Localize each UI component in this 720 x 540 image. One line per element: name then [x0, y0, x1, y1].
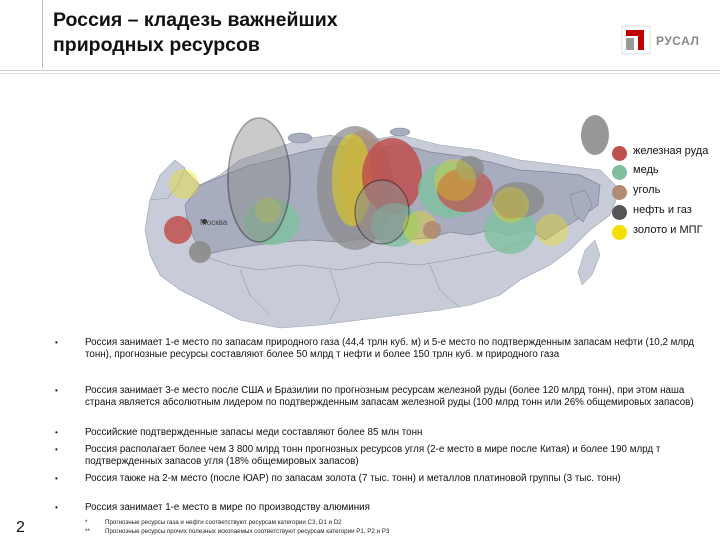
legend-dot-iron-ore: [612, 146, 627, 161]
bullet-mark: •: [55, 445, 58, 454]
moscow-label: Москва: [200, 218, 228, 227]
header-rule-secondary: [0, 73, 720, 74]
legend-label-iron-ore: железная руда: [633, 145, 709, 157]
legend-item-coal: [612, 183, 720, 203]
footnote-text: Прогнозные ресурсы прочих полезных ископаемых соответствуют ресурсам категории P1, P2 и P3: [105, 528, 390, 535]
page-number: 2: [16, 519, 25, 536]
deposit-norilsk-gold: [435, 160, 475, 200]
deposit-chukotka-oil-gas: [581, 115, 609, 155]
bullet-mark: •: [55, 503, 58, 512]
deposit-gold-kola: [170, 170, 198, 198]
legend-label-copper: медь: [633, 164, 659, 176]
legend-item-oil-gas: [612, 203, 720, 223]
title-line-1: Россия – кладезь важнейших: [53, 9, 338, 31]
deposit-east-siberia-gold: [494, 188, 528, 222]
header-rule: [0, 70, 720, 71]
bullet-mark: •: [55, 428, 58, 437]
bullet-text: Россия занимает 1-е место в мире по производству алюминия: [85, 502, 370, 513]
severnaya-zemlya: [390, 128, 410, 136]
legend-label-oil-gas: нефть и газ: [633, 204, 692, 216]
footnote-mark: **: [85, 528, 90, 535]
legend-dot-oil-gas: [612, 205, 627, 220]
legend-dot-gold-pgm: [612, 225, 627, 240]
deposit-iron-ore: [164, 216, 192, 244]
bullet-text: Россия занимает 3-е место после США и Бразилии по прогнозным ресурсам железной руды (более 120 млрд тонн), при этом наша страна является абсолютным лидером по подтвержденным запасам железной руды (100 млрд тонн или 26% общемировых запасов): [85, 385, 694, 408]
bullet-text: Российские подтвержденные запасы меди составляют более 85 млн тонн: [85, 427, 423, 438]
bullet-mark: •: [55, 386, 58, 395]
bullet-mark: •: [55, 338, 58, 347]
footnote-text: Прогнозные ресурсы газа и нефти соответствуют ресурсам категории C3, D1 и D2: [105, 519, 342, 526]
deposit-chukotka: [581, 115, 609, 155]
deposit-oil-gas-volga: [189, 241, 211, 263]
novaya-zemlya: [288, 133, 312, 143]
deposit-far-east: [537, 215, 567, 245]
title-divider: [42, 0, 43, 68]
deposit-far-east-gold: [537, 215, 567, 245]
page-title: [53, 8, 338, 58]
title-line-2: природных ресурсов: [53, 34, 260, 56]
legend-item-copper: [612, 163, 720, 183]
bullet-text: Россия располагает более чем 3 800 млрд тонн прогнозных ресурсов угля (2-е место в мире после Китая) и более 190 млрд т подтвержденных запасов угля (18% общемировых запасов): [85, 444, 661, 467]
legend-label-gold-pgm: золото и МПГ: [633, 224, 703, 236]
bullet-text: Россия занимает 1-е место по запасам природного газа (44,4 трлн куб. м) и 5-е место по подтвержденным запасам нефти (10,2 млрд тонн), прогнозные ресурсы составляют более 50 млрд т нефти и более 150 трлн куб. м природного газа: [85, 337, 695, 360]
deposit-krasnoyarsk-oil-gas: [355, 180, 409, 244]
bullet-text: Россия также на 2-м место (после ЮАР) по запасам золота (7 тыс. тонн) и металлов платиновой группы (3 тыс. тонн): [85, 473, 621, 484]
footnote-mark: *: [85, 519, 88, 526]
deposit-yakutia-coal: [423, 221, 441, 239]
deposit-urals-oil-gas: [228, 118, 290, 242]
bullet-mark: •: [55, 474, 58, 483]
deposit-iron-ore-kursk: [164, 216, 192, 244]
legend-item-gold-pgm: [612, 223, 720, 243]
japan-islands: [578, 240, 600, 285]
legend-label-coal: уголь: [633, 184, 661, 196]
deposit-oil-gas-volga-ellipse: [189, 241, 211, 263]
deposit-gold-kola-ring: [170, 170, 198, 198]
legend-item-iron-ore: [612, 144, 720, 164]
logo-text: РУСАЛ: [656, 34, 700, 48]
legend-dot-copper: [612, 165, 627, 180]
legend-dot-coal: [612, 185, 627, 200]
